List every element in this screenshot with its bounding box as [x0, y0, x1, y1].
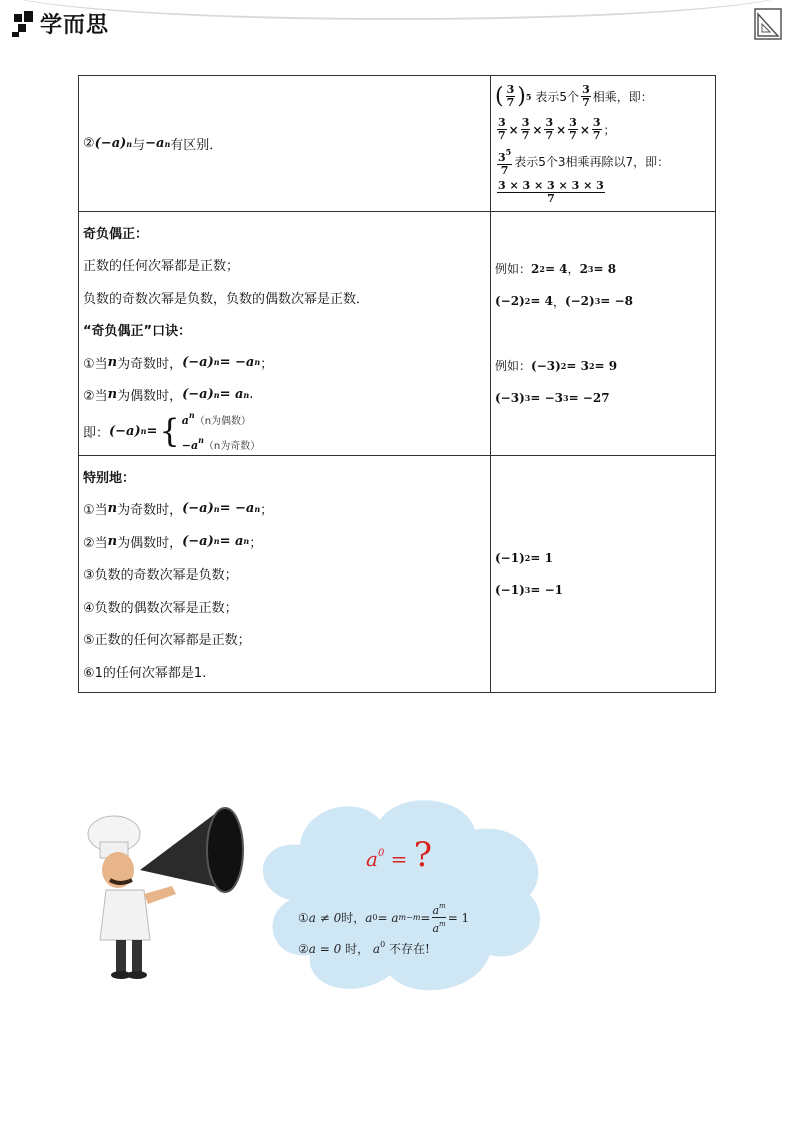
row1-right-line1: ( $\frac{3}{7}$ ) 5 表示5个 $\frac{3}{7}$ 相乘，即：: [495, 83, 653, 109]
cases-block: $a^n(n$为偶数） $-a^n(n$为奇数）: [181, 410, 261, 452]
row3-line2: ②当 n 为偶数时， (−a) n = a n ；: [83, 533, 263, 551]
triangle-ruler-icon: [754, 8, 782, 40]
logo-text: 学而思: [40, 12, 110, 38]
row3-left-cell: [79, 456, 491, 693]
row3-line4: ④负数的偶数次幂是正数；: [83, 600, 238, 616]
row3-line5: ⑤正数的任何次幂都是正数；: [83, 633, 251, 649]
row2-left-cell: [79, 212, 491, 456]
row1-right-line2: $\frac{3}{7}$ × $\frac{3}{7}$ × $\frac{3}{7}$ × $\frac{3}{7}$ × $\frac{3}{7}$ ；: [498, 116, 616, 142]
chef-cloud-illustration: [80, 790, 560, 1010]
row2-right-cell: [491, 212, 716, 456]
cloud-title: $a^0$ = ?: [366, 835, 433, 875]
row2-right-line3: 例如： (−3) 2 = 3 2 = 9: [495, 358, 618, 374]
row2-line2: 负数的奇数次幂是负数，负数的偶数次幂是正数．: [83, 291, 370, 307]
row3-line1: ①当 n 为奇数时， (−a) n = −a n ；: [83, 501, 274, 519]
chef-megaphone-image: [80, 790, 260, 985]
row2-title: 奇负偶正：: [83, 226, 149, 242]
table-row: [79, 212, 716, 456]
row1-left-cell: [79, 76, 491, 212]
table-row: [79, 456, 716, 693]
row2-line5: ②当 n 为偶数时， (−a) n = a n .: [83, 387, 254, 405]
row2-right-line1: 例如： 2 2 = 4 ， 2 3 = 8: [495, 261, 617, 277]
thought-cloud: [250, 790, 550, 1000]
row1-right-cell: [491, 76, 716, 212]
cloud-line2: ②a = 0 时， $a^0$ 不存在!: [298, 940, 430, 956]
row3-right-line2: (−1) 3 = −1: [495, 583, 563, 597]
cloud-line1: ① a ≠ 0 时， a 0 = a m−m = $\frac{a^m}{a^m}$ = 1: [298, 902, 470, 935]
row3-line3: ③负数的奇数次幂是负数；: [83, 568, 238, 584]
row2-line1: 正数的任何次幂都是正数；: [83, 259, 240, 275]
row2-line3: “奇负偶正”口诀：: [83, 324, 192, 340]
logo: [12, 6, 109, 40]
row3-title: 特别地：: [83, 470, 136, 486]
row2-right-line4: (−3) 3 = −3 3 = −27: [495, 391, 610, 406]
row3-line6: ⑥1的任何次幂都是1.: [83, 665, 207, 681]
xueersi-logo-icon: [12, 8, 36, 38]
row1-left-line: ② (−a) n 与 −a n 有区别．: [83, 136, 223, 153]
row3-right-line1: (−1) 2 = 1: [495, 550, 553, 565]
header-arc: [0, 0, 794, 20]
table-row: [79, 76, 716, 212]
row2-right-line2: (−2) 2 = 4 ， (−2) 3 = −8: [495, 294, 633, 309]
row2-line6: 即： (−a) n = { $a^n(n$为偶数） $-a^n(n$为奇数）: [83, 411, 486, 451]
row1-right-line3: $\frac{3^5}{7}$ 表示5个3相乘再除以7，即：: [498, 147, 670, 177]
row3-right-cell: [491, 456, 716, 693]
row2-line4: ①当 n 为奇数时， (−a) n = −a n ；: [83, 354, 274, 372]
row1-right-line4: $\frac{3 \times 3 \times 3 \times 3 \times 3}{7}$: [498, 179, 604, 205]
notes-table: [78, 75, 716, 693]
